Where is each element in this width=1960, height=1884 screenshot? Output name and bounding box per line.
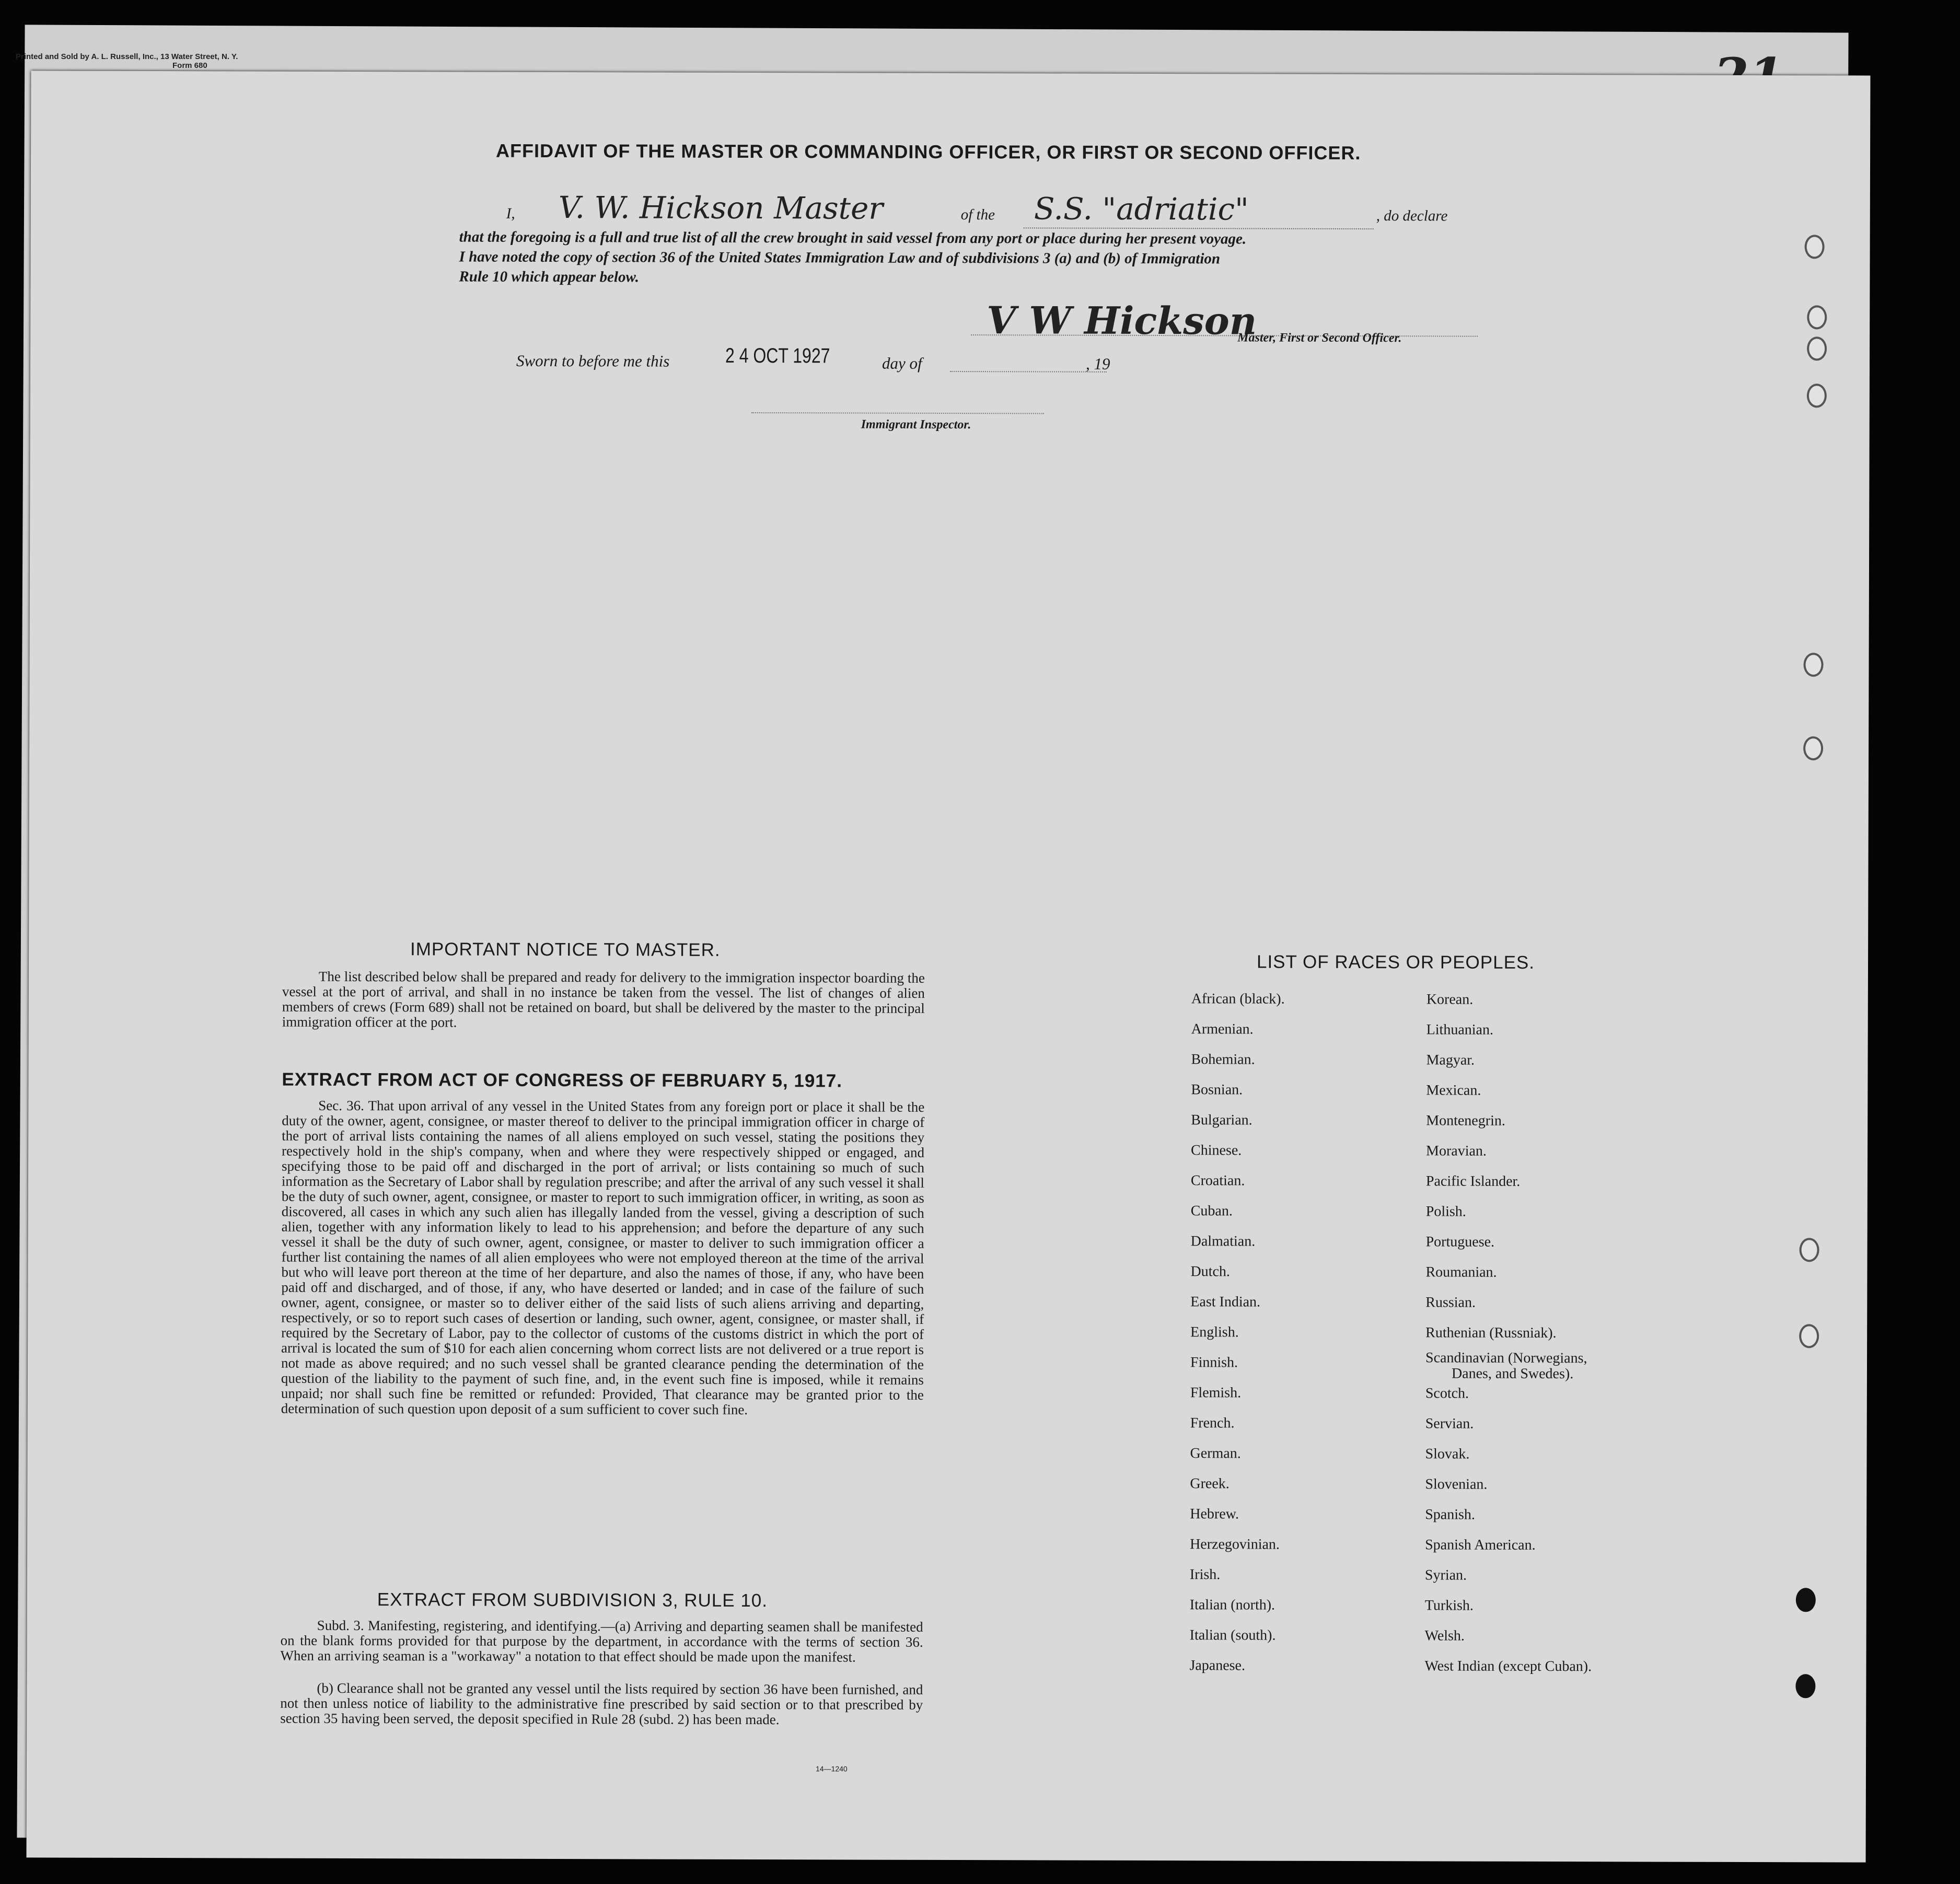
binder-hole bbox=[1807, 383, 1827, 408]
race-right-item: Scandinavian (Norwegians, bbox=[1425, 1350, 1587, 1367]
race-left-item: East Indian. bbox=[1190, 1294, 1261, 1310]
printer-credit: Printed and Sold by A. L. Russell, Inc., 13 Water Street, N. Y. Form 680 bbox=[16, 52, 238, 70]
manifest-page bbox=[27, 71, 1871, 1862]
race-right-item: Ruthenian (Russniak). bbox=[1425, 1324, 1557, 1342]
day-of-label: day of bbox=[882, 354, 922, 373]
race-left-item: Armenian. bbox=[1191, 1021, 1254, 1038]
race-left-item: Japanese. bbox=[1189, 1657, 1246, 1674]
affidavit-of-the: of the bbox=[960, 206, 995, 224]
race-left-item: Chinese. bbox=[1191, 1142, 1242, 1159]
race-left-item: French. bbox=[1190, 1415, 1235, 1432]
races-title: LIST OF RACES OR PEOPLES. bbox=[1256, 951, 1535, 973]
race-left-item: Italian (south). bbox=[1189, 1627, 1276, 1644]
affidavit-line-3: I have noted the copy of section 36 of the United States Immigration Law and of subdivisions 3 (a) and (b) of Immigration bbox=[459, 248, 1221, 268]
inspector-line bbox=[751, 412, 1044, 414]
race-right-item: Slovak. bbox=[1425, 1446, 1470, 1462]
race-right-item: Moravian. bbox=[1426, 1143, 1487, 1159]
notice-title: IMPORTANT NOTICE TO MASTER. bbox=[410, 939, 721, 960]
race-right-item: Syrian. bbox=[1424, 1567, 1467, 1584]
race-right-item: Turkish. bbox=[1424, 1597, 1474, 1614]
race-right-item: Mexican. bbox=[1426, 1082, 1481, 1099]
race-left-item: Italian (north). bbox=[1189, 1597, 1275, 1613]
race-right-item: Servian. bbox=[1425, 1415, 1474, 1432]
race-left-item: Bulgarian. bbox=[1191, 1112, 1252, 1129]
race-right-item: Russian. bbox=[1425, 1294, 1476, 1311]
binder-hole bbox=[1805, 235, 1825, 259]
vessel-underline bbox=[1024, 227, 1374, 229]
race-right-item: Polish. bbox=[1425, 1203, 1466, 1220]
race-left-item: English. bbox=[1190, 1324, 1239, 1341]
binder-hole bbox=[1799, 1324, 1819, 1348]
race-left-item: African (black). bbox=[1191, 991, 1285, 1007]
race-right-item: Montenegrin. bbox=[1426, 1112, 1505, 1129]
race-left-item: Herzegovinian. bbox=[1190, 1536, 1280, 1553]
race-right-item: Korean. bbox=[1426, 991, 1474, 1008]
master-officer-label: Master, First or Second Officer. bbox=[1237, 331, 1402, 345]
race-left-item: Hebrew. bbox=[1190, 1506, 1239, 1522]
extract-act-title: EXTRACT FROM ACT OF CONGRESS OF FEBRUARY 5, 1917. bbox=[282, 1069, 843, 1091]
race-right-item: Welsh. bbox=[1424, 1627, 1465, 1644]
affidavit-do-declare: , do declare bbox=[1376, 207, 1448, 225]
race-right-item: West Indian (except Cuban). bbox=[1424, 1658, 1592, 1675]
extract-rule-title: EXTRACT FROM SUBDIVISION 3, RULE 10. bbox=[377, 1589, 768, 1611]
binder-hole bbox=[1796, 1588, 1816, 1612]
race-left-item: Greek. bbox=[1190, 1475, 1230, 1492]
binder-hole bbox=[1800, 1238, 1819, 1262]
subdivision-3a-text: Subd. 3. Manifesting, registering, and identifying.—(a) Arriving and departing seamen shall be manifested on the blank forms provided for that purpose by the department, in accordance with the terms of section 36. When an arriving seaman is a "workaway" a notation to that effect should be made upon the manifest. bbox=[280, 1617, 923, 1665]
race-right-item: Spanish. bbox=[1425, 1506, 1475, 1523]
race-left-item: German. bbox=[1190, 1445, 1241, 1462]
year-label: , 19 bbox=[1085, 354, 1110, 373]
race-left-item: Cuban. bbox=[1190, 1203, 1233, 1219]
affidavit-i-label: I, bbox=[506, 205, 515, 222]
race-right-item: Scotch. bbox=[1425, 1385, 1469, 1402]
race-right-item: Spanish American. bbox=[1425, 1537, 1536, 1553]
inspector-label: Immigrant Inspector. bbox=[861, 417, 971, 432]
race-left-item: Croatian. bbox=[1190, 1172, 1245, 1189]
day-of-line bbox=[950, 371, 1107, 373]
race-left-item: Bosnian. bbox=[1191, 1081, 1243, 1098]
race-right-item: Pacific Islander. bbox=[1425, 1173, 1521, 1190]
race-left-item: Bohemian. bbox=[1191, 1051, 1255, 1068]
affidavit-line-4: Rule 10 which appear below. bbox=[459, 268, 640, 286]
master-signature: V W Hickson bbox=[987, 298, 1257, 343]
race-right-item: Magyar. bbox=[1426, 1052, 1475, 1068]
form-code: 14—1240 bbox=[815, 1764, 848, 1773]
binder-hole bbox=[1803, 653, 1823, 677]
subdivision-3b-text: (b) Clearance shall not be granted any vessel until the lists required by section 36 have been furnished, and not then unless notice of liability to the administrative fine prescribed by said section or to that prescribed by section 35 having been served, the deposit specified in Rule 28 (subd. 2) has been made. bbox=[280, 1680, 923, 1728]
binder-hole bbox=[1803, 736, 1823, 760]
race-right-item: Danes, and Swedes). bbox=[1451, 1365, 1574, 1382]
section-36-text: Sec. 36. That upon arrival of any vessel in the United States from any foreign port or place it shall be the duty of the owner, agent, consignee, or master thereof to deliver to the principal immigration officer in charge of the port of arrival lists containing the names of all aliens employed on such vessel, stating the positions they respectively hold in the ship's company, when and where they were respectively shipped or engaged, and specifying those to be paid off and discharged in the port of arrival; or lists containing so much of such information as the Secretary of Labor shall by regulation prescribe; and after the arrival of any such vessel it shall be the duty of such owner, agent, consignee, or master to report to such immigration officer, in writing, as soon as discovered, all cases in which any such alien has illegally landed from the vessel, giving a description of such alien, together with any information likely to lead to his apprehension; and before the departure of any such vessel it shall be the duty of such owner, agent, consignee, or master to deliver to such immigration officer a further list containing the names of all alien employees who were not employed thereon at the time of the arrival but who will leave port thereon at the time of her departure, and also the names of those, if any, who have been paid off and discharged, and of those, if any, who have deserted or landed; and in case of the failure of such owner, agent, consignee, or master so to deliver either of the said lists of such aliens arriving and departing, respectively, or so to report such cases of desertion or landing, such owner, agent, consignee, or master shall, if required by the Secretary of Labor, pay to the collector of customs of the customs district in which the port of arrival is located the sum of $10 for each alien concerning whom correct lists are not delivered or a true report is not made as above required; and no such vessel shall be granted clearance pending the determination of the question of the liability to the payment of such fine, and, in the event such fine is imposed, while it remains unpaid; nor shall such fine be remitted or refunded: Provided, That clearance may be granted prior to the determination of such question upon deposit of a sum sufficient to cover such fine. bbox=[281, 1097, 925, 1417]
race-left-item: Dalmatian. bbox=[1190, 1233, 1256, 1250]
binder-hole bbox=[1795, 1674, 1815, 1698]
vessel-name-handwritten: S.S. "adriatic" bbox=[1034, 191, 1249, 227]
master-name-handwritten: V. W. Hickson Master bbox=[558, 190, 884, 226]
race-right-item: Roumanian. bbox=[1425, 1264, 1497, 1281]
notice-body: The list described below shall be prepared and ready for delivery to the immigration inspector boarding the vessel at the port of arrival, and shall in no instance be taken from the vessel. The list of changes of alien members of crews (Form 689) shall not be retained on board, but shall be delivered by the master to the principal immigration officer at the port. bbox=[282, 968, 925, 1030]
affidavit-title: AFFIDAVIT OF THE MASTER OR COMMANDING OFFICER, OR FIRST OR SECOND OFFICER. bbox=[496, 139, 1361, 164]
race-left-item: Flemish. bbox=[1190, 1385, 1242, 1401]
race-right-item: Slovenian. bbox=[1425, 1476, 1488, 1493]
race-left-item: Dutch. bbox=[1190, 1263, 1230, 1280]
race-right-item: Portuguese. bbox=[1425, 1234, 1495, 1250]
binder-hole bbox=[1807, 305, 1827, 329]
sworn-label: Sworn to before me this bbox=[516, 351, 670, 370]
race-left-item: Irish. bbox=[1189, 1566, 1221, 1583]
affidavit-line-2: that the foregoing is a full and true list of all the crew brought in said vessel from any port or place during her present voyage. bbox=[459, 228, 1247, 248]
race-right-item: Lithuanian. bbox=[1426, 1021, 1494, 1038]
race-left-item: Finnish. bbox=[1190, 1354, 1238, 1371]
binder-hole bbox=[1807, 336, 1827, 360]
date-stamp: 2 4 OCT 1927 bbox=[725, 344, 830, 368]
